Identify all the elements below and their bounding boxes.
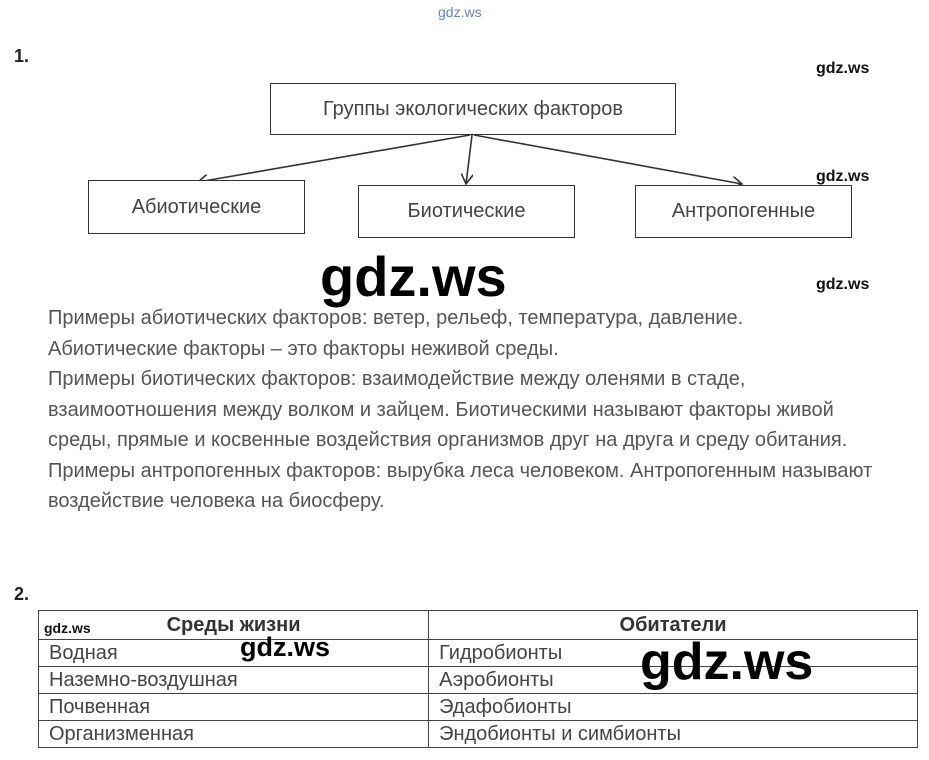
watermark-table-small: gdz.ws [44, 620, 91, 636]
watermark-top: gdz.ws [438, 4, 482, 20]
task-1-text [48, 303, 898, 517]
watermark-small-1: gdz.ws [816, 60, 870, 77]
cell-inhabitants: Эндобионты и симбионты [429, 721, 918, 748]
arrow-to-biotic [466, 135, 472, 184]
watermark-small-2: gdz.ws [816, 168, 870, 185]
diagram-box-abiotic [88, 180, 305, 234]
watermark-table-mid: gdz.ws [240, 632, 331, 662]
paragraph-anthropogenic: Примеры антропогенных факторов: вырубка леса человеком. Антропогенным называют воздействие человека на биосферу. [48, 459, 873, 512]
task-2-number: 2. [14, 584, 30, 604]
cell-inhabitants: Гидробионты [429, 640, 918, 667]
table-row [39, 721, 918, 748]
watermark-small-3: gdz.ws [816, 276, 870, 293]
diagram-box-biotic [358, 185, 575, 238]
cell-habitat: Организменная [39, 721, 429, 748]
paragraph-abiotic-examples: Примеры абиотических факторов: ветер, рельеф, температура, давление. [48, 307, 744, 329]
watermark-big: gdz.ws [320, 245, 507, 308]
table-row [39, 694, 918, 721]
cell-inhabitants: Эдафобионты [429, 694, 918, 721]
cell-inhabitants: Аэробионты [429, 667, 918, 694]
arrow-to-anthropogenic [474, 135, 742, 184]
header-habitat: Среды жизни [39, 611, 429, 640]
cell-habitat: Водная [39, 640, 429, 667]
paragraph-biotic: Примеры биотических факторов: взаимодействие между оленями в стаде, взаимоотношения между волком и зайцем. Биотическими называют факторы живой среды, прямые и косвенные воздействия организмов друг на друга и среду обитания. [48, 368, 848, 451]
cell-habitat: Почвенная [39, 694, 429, 721]
diagram-box-anthropogenic [635, 185, 852, 238]
arrow-to-abiotic [198, 135, 470, 182]
cell-habitat: Наземно-воздушная [39, 667, 429, 694]
diagram-label-anthropogenic: Антропогенные [671, 200, 816, 222]
diagram-label-biotic: Биотические [407, 200, 526, 222]
watermark-table-big: gdz.ws [640, 633, 814, 691]
diagram-root-box [270, 83, 676, 135]
task-1-number: 1. [14, 46, 30, 66]
paragraph-abiotic-definition: Абиотические факторы – это факторы неживой среды. [48, 337, 559, 360]
diagram-root-label: Группы экологических факторов [322, 97, 624, 120]
diagram-label-abiotic: Абиотические [131, 195, 262, 218]
header-inhabitants: Обитатели [429, 611, 918, 640]
